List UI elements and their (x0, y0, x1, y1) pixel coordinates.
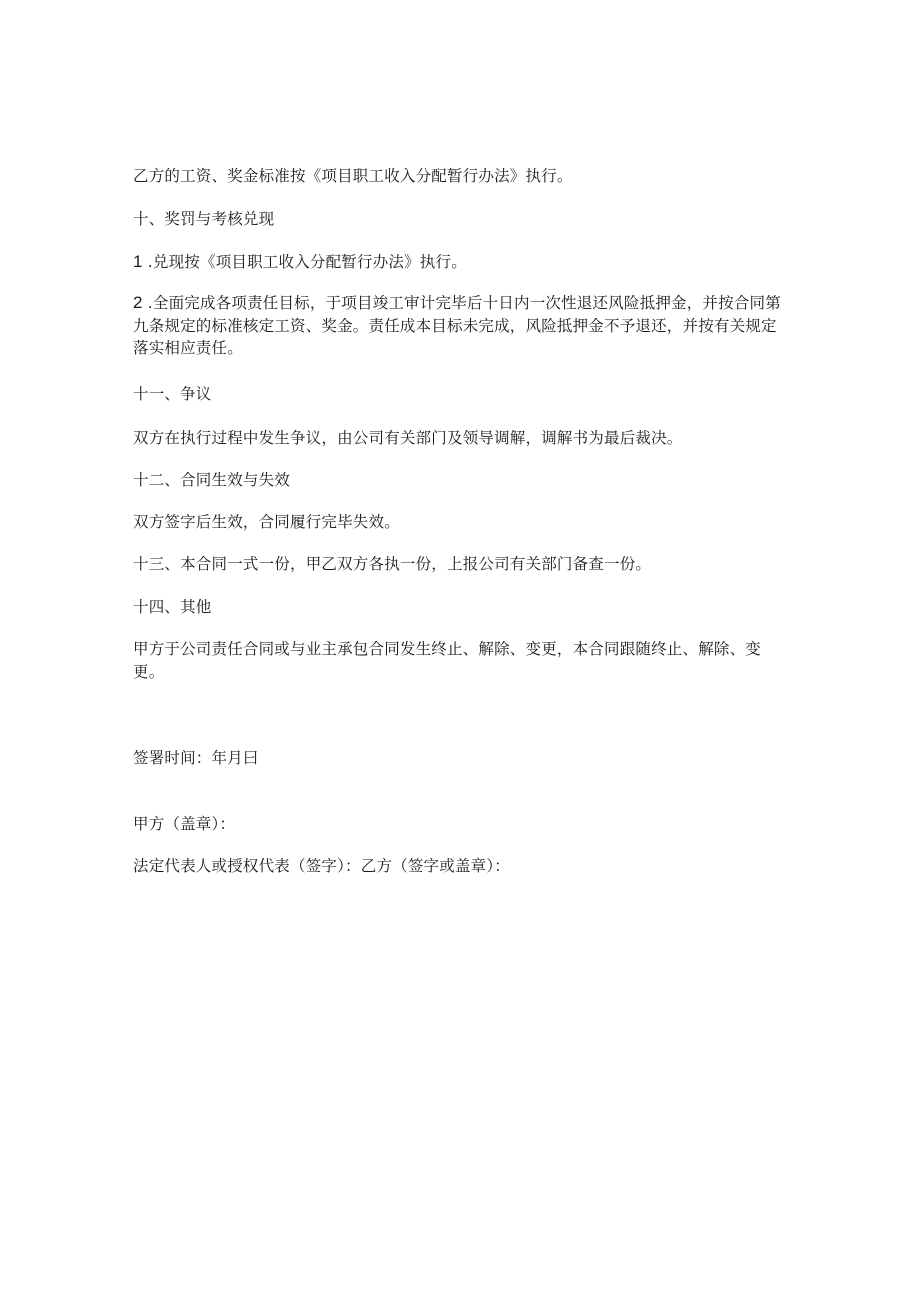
item-2-text: .全面完成各项责任目标，于项目竣工审计完毕后十日内一次性退还风险抵押金，并按合同第九条规定的标准核定工资、奖金。责任成本目标未完成，风险抵押金不予退还，并按有关规定落实相应责任。 (133, 294, 781, 357)
item-1 (133, 251, 783, 273)
section-13-text: 十三、本合同一式一份，甲乙双方各执一份，上报公司有关部门备查一份。 (133, 555, 652, 573)
salary-rule-text: 乙方的工资、奖金标准按《项目职工收入分配暂行办法》执行。 (133, 167, 573, 185)
section-12-heading: 十二、合同生效与失效 (133, 471, 291, 489)
section-10-heading: 十、奖罚与考核兑现 (133, 210, 275, 228)
section-14-heading: 十四、其他 (133, 598, 212, 616)
section-12-text: 双方签字后生效，合同履行完毕失效。 (133, 513, 400, 531)
sign-date: 签署时间：年月曰 (133, 749, 259, 767)
item-2 (133, 292, 783, 360)
section-11-heading: 十一、争议 (133, 385, 212, 403)
item-2-number: 2 (133, 293, 143, 312)
section-11-text: 双方在执行过程中发生争议，由公司有关部门及领导调解，调解书为最后裁决。 (133, 429, 683, 447)
party-a-seal: 甲方（盖章）： (133, 815, 236, 833)
section-14-text: 甲方于公司责任合同或与业主承包合同发生终止、解除、变更，本合同跟随终止、解除、变更。 (133, 640, 762, 681)
signature-line: 法定代表人或授权代表（签字）：乙方（签字或盖章）： (133, 857, 511, 875)
item-1-text: .兑现按《项目职工收入分配暂行办法》执行。 (142, 253, 467, 271)
item-1-number: 1 (133, 252, 143, 271)
